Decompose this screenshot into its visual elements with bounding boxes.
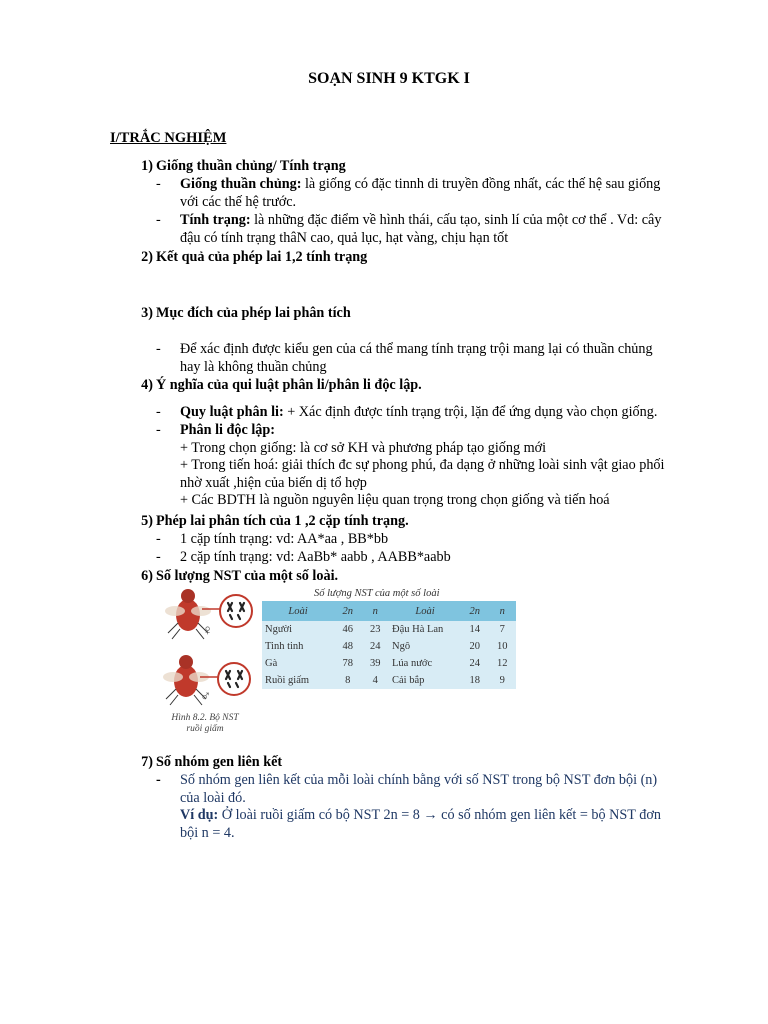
table-cell: Người xyxy=(262,621,334,638)
table-cell: 20 xyxy=(461,638,489,655)
table-cell: 48 xyxy=(334,638,362,655)
table-cell: Lúa nước xyxy=(389,655,461,672)
bullet-text-cont: của loài đó. xyxy=(180,789,246,806)
figure-caption xyxy=(160,713,250,735)
line-text: + Trong tiến hoá: giải thích đc sự phong phú, đa dạng ở những loài sinh vật giao phối xyxy=(180,457,665,474)
table-cell: Đậu Hà Lan xyxy=(389,621,461,638)
question-number: 5) xyxy=(141,513,153,529)
question-number: 3) xyxy=(141,305,153,321)
table-header-cell: Loài xyxy=(262,601,334,621)
question-number: 6) xyxy=(141,568,153,584)
table-header-cell: 2n xyxy=(334,601,362,621)
table-cell: Tinh tinh xyxy=(262,638,334,655)
table-row xyxy=(262,655,516,672)
question-title: Số nhóm gen liên kết xyxy=(156,754,283,770)
table-cell: 10 xyxy=(489,638,517,655)
question-number: 4) xyxy=(141,377,153,393)
table-row xyxy=(262,621,516,638)
term-text: là những đặc điểm về hình thái, cấu tạo, sinh lí của một cơ thể . Vd: cây xyxy=(250,212,662,228)
question-number: 1) xyxy=(141,158,153,174)
bullet-dash: - xyxy=(156,212,161,228)
term-label: Giống thuần chủng: xyxy=(180,176,302,192)
bullet-text: Số nhóm gen liên kết của mỗi loài chính bằng với số NST trong bộ NST đơn bội (n) xyxy=(180,772,658,788)
bullet-dash: - xyxy=(156,549,161,565)
bullet-item xyxy=(156,341,716,376)
nst-table-block xyxy=(262,587,516,689)
question-title: Phép lai phân tích của 1 ,2 cặp tính trạng. xyxy=(156,513,409,529)
section-heading: I/TRẮC NGHIỆM xyxy=(110,130,227,146)
line-text: + Các BDTH là nguồn nguyên liệu quan trọng trong chọn giống và tiến hoá xyxy=(180,492,610,509)
bullet-dash: - xyxy=(156,341,161,357)
table-cell: 12 xyxy=(489,655,517,672)
table-cell: 39 xyxy=(362,655,390,672)
term-label: Phân li độc lập: xyxy=(180,422,275,438)
bullet-item xyxy=(156,422,716,510)
term-text-cont: với các thế hệ trước. xyxy=(180,193,297,210)
bullet-item xyxy=(156,531,716,549)
table-cell: 9 xyxy=(489,672,517,689)
table-cell: 24 xyxy=(461,655,489,672)
bullet-dash: - xyxy=(156,772,161,788)
bullet-text: Để xác định được kiểu gen của cá thể mang tính trạng trội mang lại có thuần chủng xyxy=(180,341,653,357)
table-cell: 14 xyxy=(461,621,489,638)
male-symbol: ♂ xyxy=(200,689,212,705)
bullet-text: 2 cặp tính trạng: vd: AaBb* aabb , AABB*aabb xyxy=(180,549,451,565)
question-title: Ý nghĩa của qui luật phân li/phân li độc lập. xyxy=(156,377,422,393)
table-cell: 18 xyxy=(461,672,489,689)
table-cell: Ruồi giấm xyxy=(262,672,334,689)
page-title: SOẠN SINH 9 KTGK I xyxy=(308,70,470,87)
table-cell: Ngô xyxy=(389,638,461,655)
table-row xyxy=(262,672,516,689)
bullet-item xyxy=(156,549,716,567)
term-label: Tính trạng: xyxy=(180,212,251,228)
bullet-dash: - xyxy=(156,531,161,547)
term-text-cont: đậu có tính trạng thâN cao, quả lục, hạt vàng, chịu hạn tốt xyxy=(180,229,509,246)
table-header-cell: n xyxy=(489,601,517,621)
table-cell: Gà xyxy=(262,655,334,672)
table-cell: 78 xyxy=(334,655,362,672)
question-title: Mục đích của phép lai phân tích xyxy=(156,305,351,321)
line-text: nhờ xuất ,hiện của biến dị tổ hợp xyxy=(180,474,367,491)
question-title: Giống thuần chủng/ Tính trạng xyxy=(156,158,346,174)
example-label: Ví dụ: xyxy=(180,807,219,824)
bullet-dash: - xyxy=(156,422,161,438)
table-cell: Cải bắp xyxy=(389,672,461,689)
example-text-cont: bội n = 4. xyxy=(180,824,235,841)
table-header-cell: Loài xyxy=(389,601,461,621)
table-cell: 8 xyxy=(334,672,362,689)
table-header-cell: 2n xyxy=(461,601,489,621)
bullet-text-cont: hay là không thuần chủng xyxy=(180,358,327,375)
example-text: Ở loài ruồi giấm có bộ NST 2n = 8 → có số nhóm gen liên kết = bộ NST đơn xyxy=(218,807,661,824)
male-karyotype-circle xyxy=(218,663,250,695)
caption-line: ruồi giấm xyxy=(186,724,224,734)
question-number: 7) xyxy=(141,754,153,770)
question-title: Kết quả của phép lai 1,2 tính trạng xyxy=(156,249,368,265)
question-title: Số lượng NST của một số loài. xyxy=(156,568,339,584)
table-cell: 24 xyxy=(362,638,390,655)
female-symbol: ♀ xyxy=(202,623,214,639)
question-number: 2) xyxy=(141,249,153,265)
table-header-cell: n xyxy=(362,601,390,621)
table-row xyxy=(262,638,516,655)
line-text: + Trong chọn giống: là cơ sở KH và phương pháp tạo giống mới xyxy=(180,439,547,456)
fly-figure xyxy=(160,585,260,735)
female-karyotype-circle xyxy=(220,595,252,627)
nst-table xyxy=(262,601,516,689)
caption-line: Hình 8.2. Bộ NST xyxy=(171,713,239,723)
table-cell: 46 xyxy=(334,621,362,638)
table-cell: 7 xyxy=(489,621,517,638)
bullet-item xyxy=(156,176,716,211)
term-text: là giống có đặc tinnh di truyền đồng nhất, các thế hệ sau giống xyxy=(301,176,661,192)
bullet-dash: - xyxy=(156,176,161,192)
table-title: Số lượng NST của một số loài xyxy=(314,588,440,599)
bullet-dash: - xyxy=(156,404,161,420)
bullet-item xyxy=(156,772,716,842)
table-cell: 4 xyxy=(362,672,390,689)
term-label: Quy luật phân li: xyxy=(180,404,284,420)
bullet-item xyxy=(156,404,716,422)
bullet-item xyxy=(156,212,716,247)
bullet-text: 1 cặp tính trạng: vd: AA*aa , BB*bb xyxy=(180,531,389,547)
table-header-row xyxy=(262,601,516,621)
table-cell: 23 xyxy=(362,621,390,638)
term-text: + Xác định được tính trạng trội, lặn để ứng dụng vào chọn giống. xyxy=(283,404,658,420)
